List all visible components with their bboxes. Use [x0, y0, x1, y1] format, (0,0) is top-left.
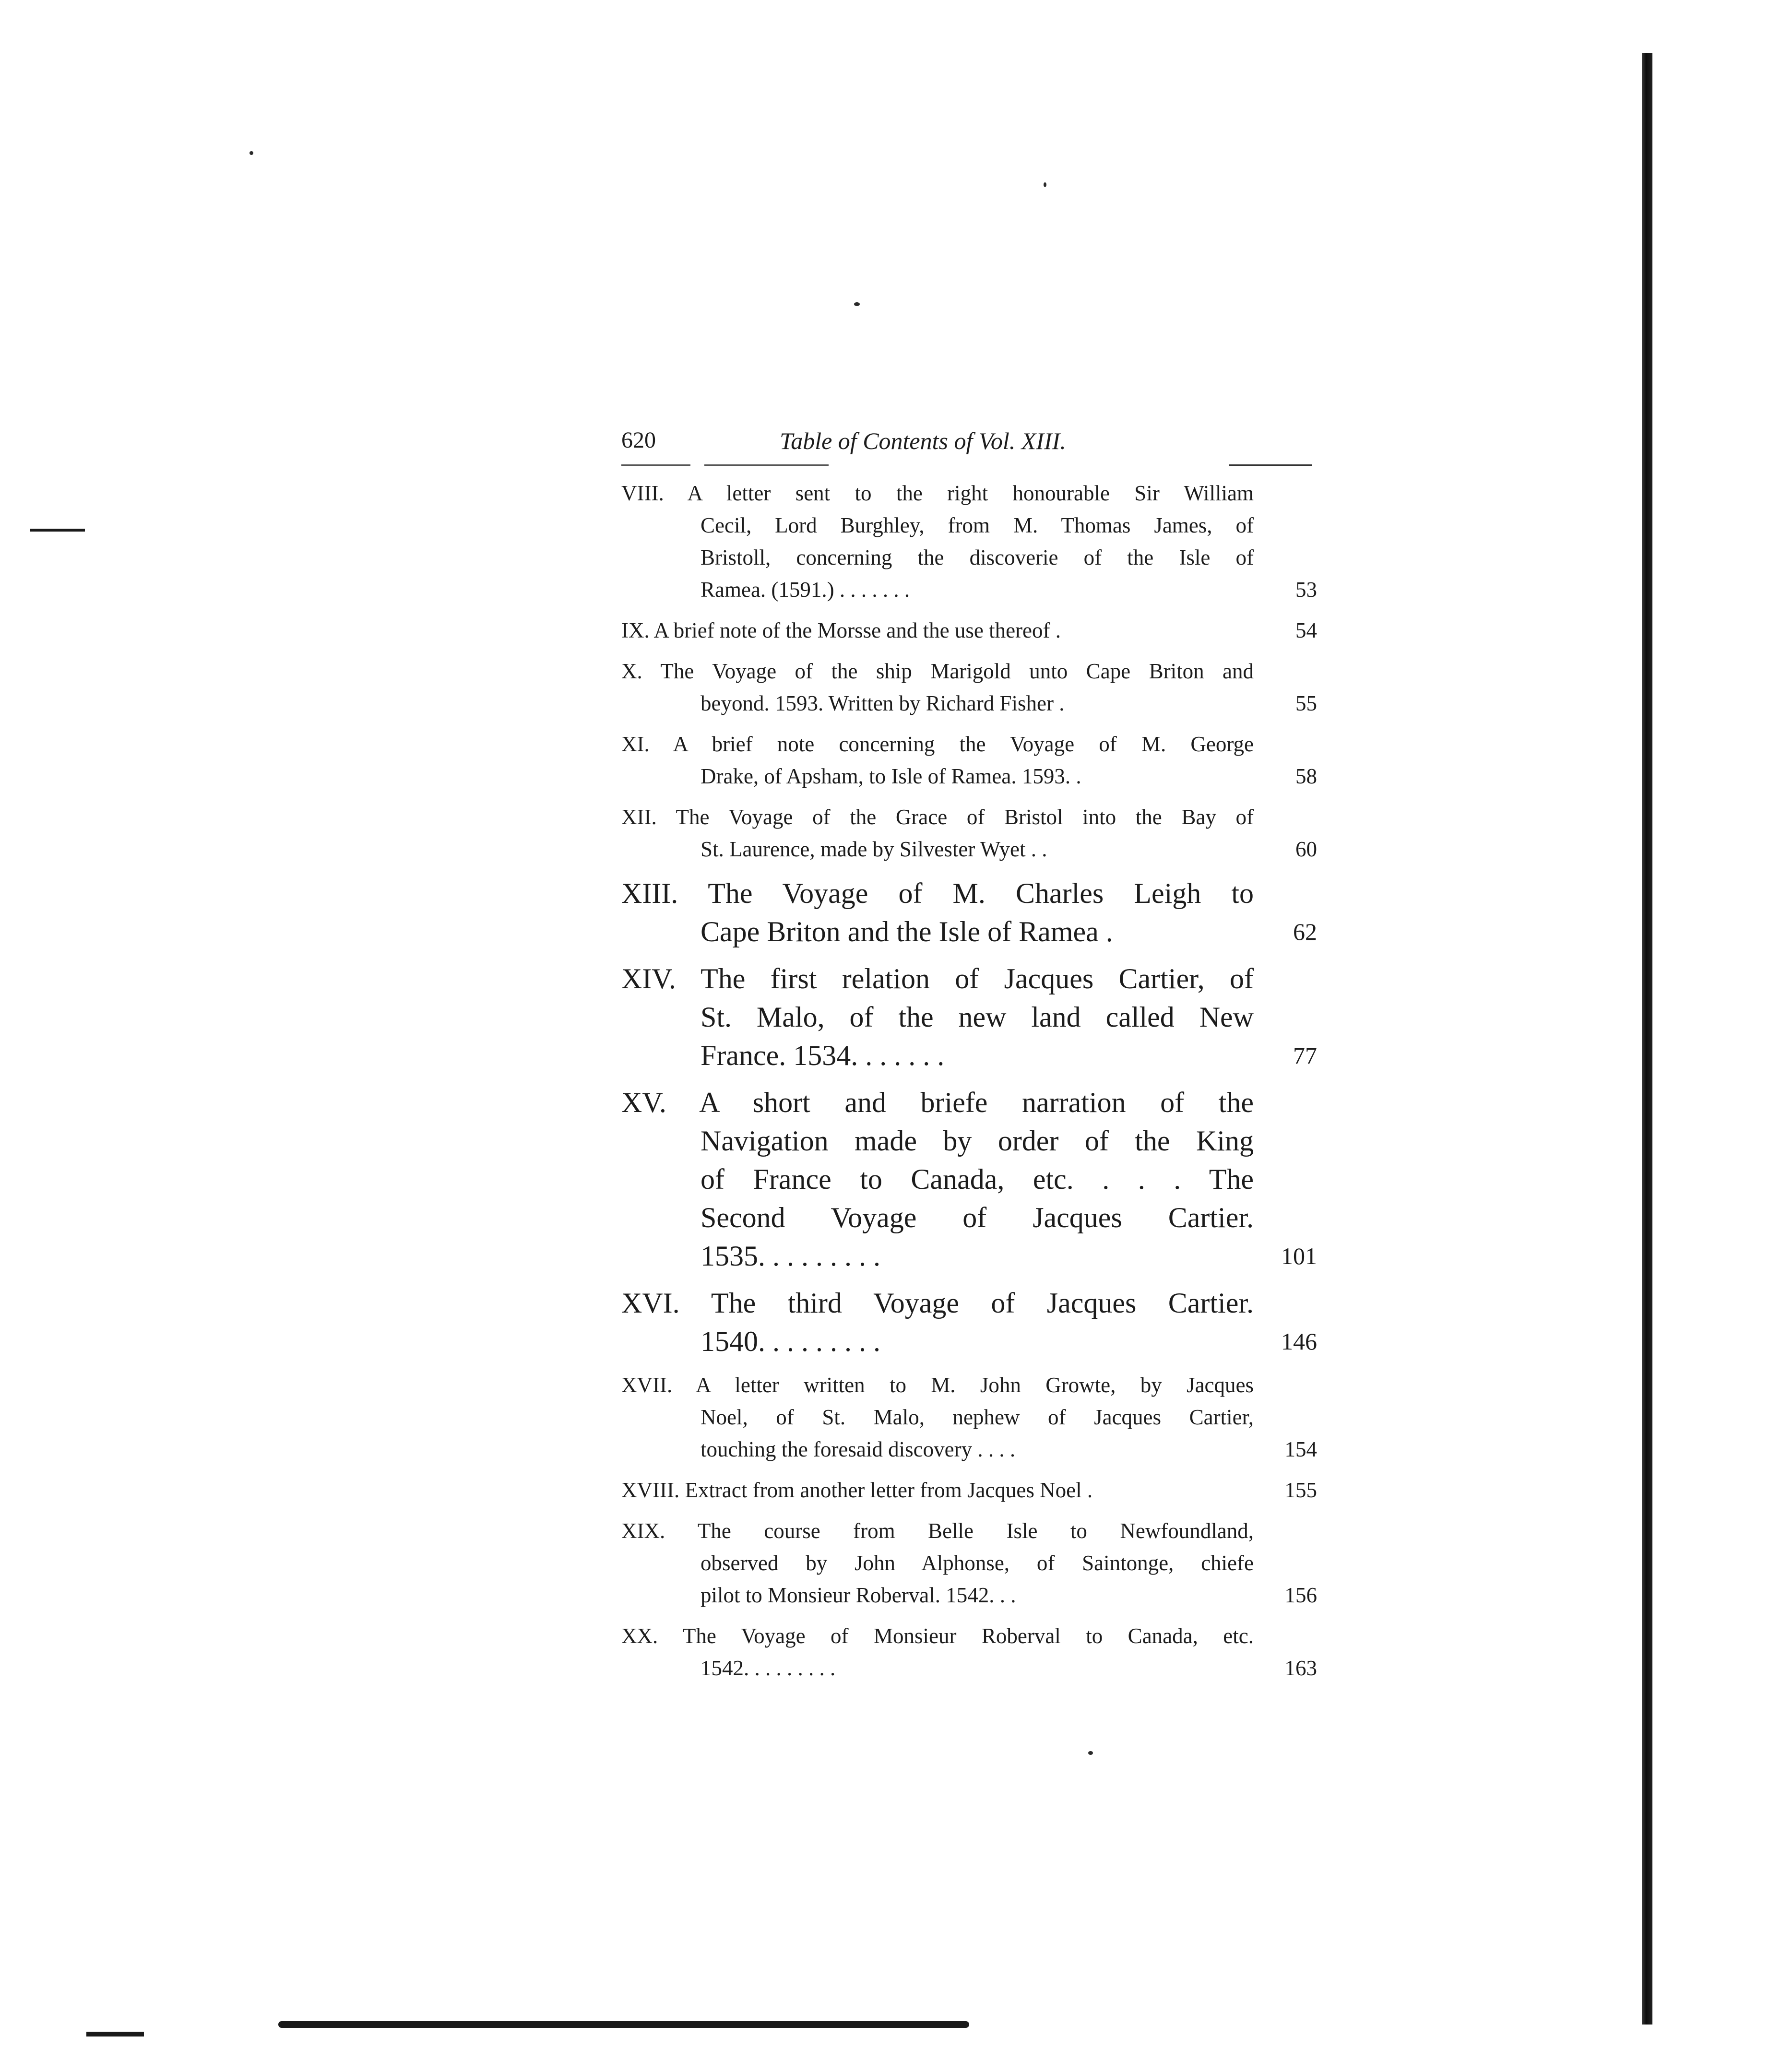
entry-text	[621, 1620, 1254, 1684]
entry-line: Cape Briton and the Isle of Ramea .	[701, 916, 1113, 947]
entry-line: 1535. . . . . . . . .	[701, 1240, 880, 1272]
entry-page-number: 62	[1293, 918, 1317, 945]
entry-line: XVIII. Extract from another letter from Jacques Noel .	[621, 1478, 1093, 1502]
entry-text	[621, 1369, 1254, 1466]
entry-line: observed by John Alphonse, of Saintonge, chiefe	[701, 1551, 1254, 1575]
entry-text	[621, 1474, 1254, 1506]
entry-page-number: 154	[1284, 1437, 1317, 1461]
entry-line: 1540. . . . . . . . .	[701, 1326, 880, 1357]
entry-line: Navigation made by order of the King	[701, 1125, 1254, 1157]
entry-text	[621, 728, 1254, 793]
entry-page-number: 53	[1295, 578, 1317, 602]
entry-line: XIV. The first relation of Jacques Cartier, of	[621, 963, 1254, 995]
entry-line: France. 1534. . . . . . .	[701, 1040, 945, 1071]
header-rule	[621, 464, 1312, 466]
entry-page-number: 155	[1284, 1478, 1317, 1502]
entry-text	[621, 477, 1254, 606]
entry-text	[621, 655, 1254, 720]
running-title: Table of Contents of Vol. XIII.	[780, 427, 1066, 454]
entry-line: Second Voyage of Jacques Cartier.	[701, 1202, 1254, 1233]
contents-entry	[621, 477, 1317, 606]
entry-line: pilot to Monsieur Roberval. 1542. . .	[701, 1583, 1016, 1607]
running-head	[621, 422, 1317, 461]
contents-entry	[621, 1515, 1317, 1611]
entry-line: beyond. 1593. Written by Richard Fisher .	[701, 691, 1065, 715]
contents-entry	[621, 615, 1317, 647]
contents-entry	[621, 1083, 1317, 1275]
entry-line: XIX. The course from Belle Isle to Newfoundland,	[621, 1519, 1254, 1543]
book-spine-shadow	[1642, 53, 1652, 2025]
entry-page-number: 101	[1281, 1243, 1317, 1269]
entry-page-number: 58	[1295, 764, 1317, 788]
entry-text	[621, 615, 1254, 647]
entry-line: XVI. The third Voyage of Jacques Cartier.	[621, 1287, 1254, 1319]
margin-mark	[30, 529, 85, 532]
contents-entry	[621, 1369, 1317, 1466]
contents-entry	[621, 728, 1317, 793]
entry-line: St. Malo, of the new land called New	[701, 1001, 1254, 1033]
entry-line: X. The Voyage of the ship Marigold unto Cape Briton and	[621, 659, 1254, 683]
entry-line: Drake, of Apsham, to Isle of Ramea. 1593. .	[701, 764, 1081, 788]
entry-text	[621, 801, 1254, 865]
entry-page-number: 163	[1284, 1656, 1317, 1680]
entry-text	[621, 1284, 1254, 1361]
entry-page-number: 54	[1295, 618, 1317, 642]
entry-page-number: 146	[1281, 1328, 1317, 1355]
entry-line: XVII. A letter written to M. John Growte, by Jacques	[621, 1373, 1254, 1397]
contents-page	[621, 422, 1317, 1680]
contents-entry	[621, 1474, 1317, 1506]
entry-text	[621, 874, 1254, 951]
entry-page-number: 156	[1284, 1583, 1317, 1607]
entry-page-number: 55	[1295, 691, 1317, 715]
entry-text	[621, 959, 1254, 1075]
entry-line: XX. The Voyage of Monsieur Roberval to Canada, etc.	[621, 1624, 1254, 1648]
entry-text	[621, 1083, 1254, 1275]
entry-line: IX. A brief note of the Morsse and the use thereof .	[621, 618, 1061, 642]
entry-page-number: 60	[1295, 837, 1317, 861]
entry-line: Bristoll, concerning the discoverie of the Isle of	[701, 545, 1254, 569]
entry-line: XIII. The Voyage of M. Charles Leigh to	[621, 877, 1254, 909]
scan-artifact-bar-small	[86, 2032, 144, 2036]
contents-entry	[621, 1284, 1317, 1361]
entry-line: touching the foresaid discovery . . . .	[701, 1437, 1016, 1461]
entry-line: Ramea. (1591.) . . . . . . .	[701, 578, 910, 602]
entry-line: XI. A brief note concerning the Voyage of M. George	[621, 732, 1254, 756]
speck	[854, 302, 860, 306]
speck	[249, 151, 253, 155]
entry-line: Cecil, Lord Burghley, from M. Thomas James, of	[701, 513, 1254, 537]
speck	[1044, 182, 1046, 187]
speck	[1088, 1751, 1093, 1755]
entry-line: St. Laurence, made by Silvester Wyet . .	[701, 837, 1047, 861]
entry-line: Noel, of St. Malo, nephew of Jacques Cartier,	[701, 1405, 1254, 1429]
entry-text	[621, 1515, 1254, 1611]
entry-line: VIII. A letter sent to the right honourable Sir William	[621, 481, 1254, 505]
entry-page-number: 77	[1293, 1042, 1317, 1069]
contents-entry	[621, 874, 1317, 951]
contents-entry	[621, 959, 1317, 1075]
contents-list	[621, 477, 1317, 1693]
entry-line: XV. A short and briefe narration of the	[621, 1087, 1254, 1118]
page-number: 620	[621, 427, 656, 453]
contents-entry	[621, 655, 1317, 720]
entry-line: of France to Canada, etc. . . . The	[701, 1163, 1254, 1195]
contents-entry	[621, 801, 1317, 865]
scan-artifact-bar	[278, 2021, 969, 2028]
contents-entry	[621, 1620, 1317, 1684]
entry-line: XII. The Voyage of the Grace of Bristol into the Bay of	[621, 805, 1254, 829]
entry-line: 1542. . . . . . . . .	[701, 1656, 836, 1680]
